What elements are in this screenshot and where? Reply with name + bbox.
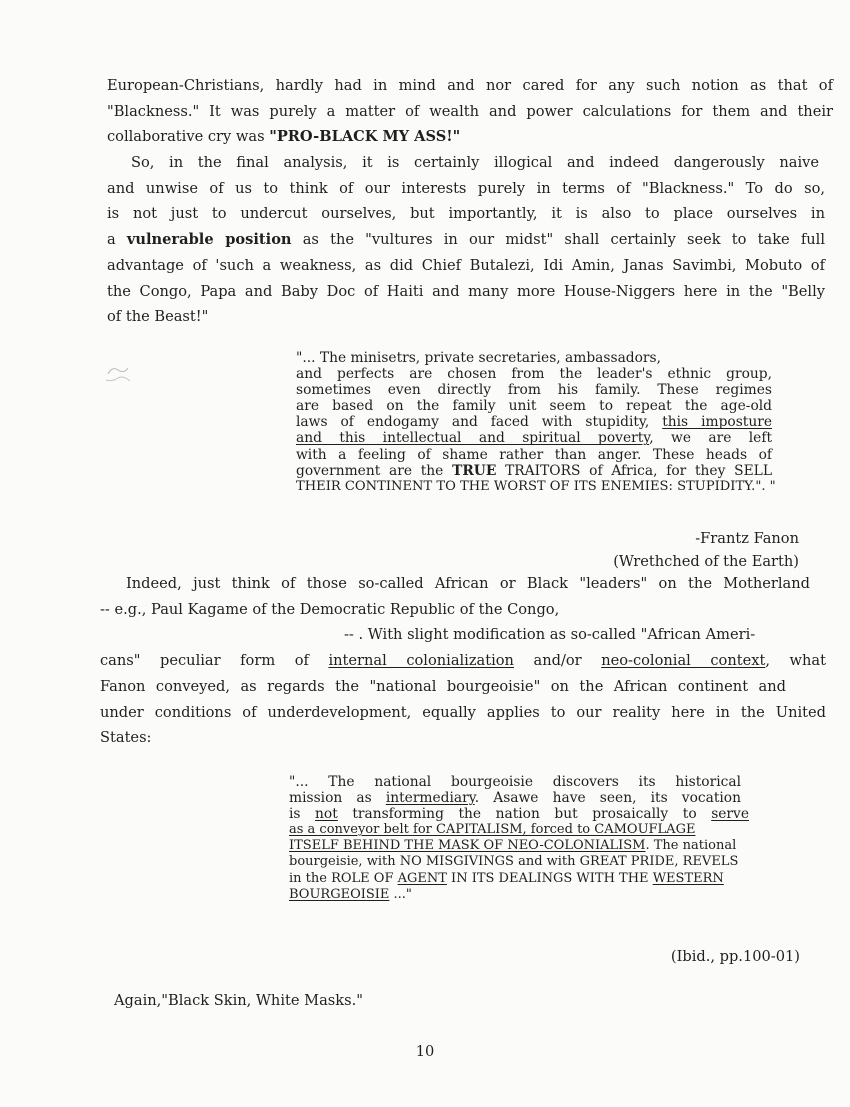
- quote-line: as a conveyor belt for CAPITALISM, forced to CAMOUFLAGE: [289, 822, 696, 838]
- text-segment: laws of endogamy and faced with stupidity,: [296, 414, 663, 431]
- quote-line: [289, 887, 751, 903]
- paragraph-3: [100, 571, 826, 751]
- paragraph-1: [107, 73, 833, 150]
- text-line: So, in the final analysis, it is certainly illogical and indeed dangerously naive: [131, 154, 819, 171]
- text-segment: ...": [389, 886, 412, 902]
- paper-speck: [102, 360, 136, 388]
- page-number: 10: [415, 1043, 435, 1060]
- bold-word: TRUE: [452, 462, 497, 479]
- text-line: States:: [100, 729, 152, 747]
- quote-line: "... The minisetrs, private secretaries, ambassadors,: [296, 350, 661, 366]
- quote-line: are based on the family unit seem to repeat the age-old: [296, 398, 772, 415]
- text-segment: IN ITS DEALINGS WITH THE: [446, 870, 653, 886]
- quote-line: THEIR CONTINENT TO THE WORST OF ITS ENEMIES: STUPIDITY.". ": [296, 478, 776, 494]
- text-segment: transforming the nation but prosaically to: [337, 806, 712, 823]
- emphasis-text: "PRO-BLACK MY ASS!": [269, 128, 461, 146]
- underlined-word: WESTERN: [652, 870, 724, 886]
- quote-line: [289, 871, 751, 887]
- quote-source: (Wrethched of the Earth): [613, 553, 799, 570]
- text-segment: TRAITORS of Africa, for they SELL: [496, 462, 772, 479]
- quote-line: "... The national bourgeoisie discovers its historical: [289, 774, 741, 790]
- quote-line: with a feeling of shame rather than anger. These heads of: [296, 446, 772, 463]
- text-line: of the Beast!": [107, 308, 209, 326]
- text-segment: government are the: [296, 462, 453, 479]
- citation: (Ibid., pp.100-01): [670, 948, 800, 965]
- text-segment: cans" peculiar form of: [100, 652, 329, 670]
- quote-line: [289, 806, 749, 822]
- fanon-quote: [296, 350, 776, 495]
- closing-line: Again,"Black Skin, White Masks.": [114, 992, 363, 1009]
- underlined-word: serve: [711, 806, 749, 823]
- quote-line: [296, 414, 772, 430]
- underlined-phrase: ITSELF BEHIND THE MASK OF NEO-COLONIALISM: [289, 838, 646, 854]
- text-segment: , what: [765, 652, 826, 670]
- text-segment: . The national: [645, 838, 737, 854]
- quote-line: [296, 430, 772, 446]
- underlined-phrase: and this intellectual and spiritual poverty: [296, 430, 650, 447]
- bold-phrase: vulnerable position: [126, 231, 292, 249]
- text-segment: a: [107, 231, 127, 249]
- quote-attribution: -Frantz Fanon: [695, 530, 799, 547]
- text-segment: , we are left: [649, 430, 772, 447]
- underlined-word: AGENT: [397, 870, 447, 886]
- text-line: -- e.g., Paul Kagame of the Democratic Republic of the Congo,: [100, 600, 560, 618]
- text-segment: as the "vultures in our midst" shall certainly seek to take full: [291, 231, 825, 249]
- text-line: [100, 648, 826, 674]
- text-segment: in the ROLE OF: [289, 870, 398, 886]
- quote-line: and perfects are chosen from the leader's ethnic group,: [296, 366, 772, 383]
- text-line: advantage of 'such a weakness, as did Chief Butalezi, Idi Amin, Janas Savimbi, Mobuto of: [107, 256, 825, 274]
- text-segment: . Asawe have seen, its vocation: [474, 790, 741, 807]
- text-line: the Congo, Papa and Baby Doc of Haiti and many more House-Niggers here in the "Belly: [107, 282, 825, 300]
- paragraph-2: [107, 150, 825, 330]
- text-segment: is: [289, 806, 316, 823]
- text-line: is not just to undercut ourselves, but importantly, it is also to place ourselves in: [107, 205, 825, 223]
- text-segment: mission as: [289, 790, 386, 807]
- text-line: [107, 124, 833, 150]
- underlined-phrase: neo-colonial context: [601, 652, 766, 670]
- underlined-phrase: internal colonialization: [328, 652, 514, 670]
- quote-line: bourgeisie, with NO MISGIVINGS and with GREAT PRIDE, REVELS: [289, 854, 739, 870]
- text-line: under conditions of underdevelopment, equally applies to our reality here in the United: [100, 703, 826, 721]
- text-line: and unwise of us to think of our interests purely in terms of "Blackness." To do so,: [107, 179, 825, 197]
- text-line: "Blackness." It was purely a matter of wealth and power calculations for them and their: [107, 102, 833, 120]
- underlined-word: not: [315, 806, 338, 823]
- underlined-word: intermediary: [385, 790, 475, 807]
- quote-line: sometimes even directly from his family. These regimes: [296, 382, 772, 399]
- text-segment: and/or: [513, 652, 602, 670]
- text-line: European-Christians, hardly had in mind and nor cared for any such notion as that of: [107, 77, 833, 94]
- quote-line: [289, 838, 751, 854]
- text-line: Fanon conveyed, as regards the "national bourgeoisie" on the African continent and: [100, 677, 786, 695]
- bourgeoisie-quote: [289, 774, 751, 903]
- attribution-block: [500, 527, 799, 573]
- underlined-word: BOURGEOISIE: [289, 886, 390, 902]
- text-line: [107, 227, 825, 253]
- quote-line: [289, 790, 741, 806]
- text-line: Indeed, just think of those so-called African or Black "leaders" on the Motherland: [126, 575, 810, 592]
- underlined-phrase: this imposture: [662, 414, 772, 431]
- text-segment: collaborative cry was: [107, 128, 270, 146]
- quote-line: [296, 463, 772, 479]
- text-line: -- . With slight modification as so-called "African Ameri-: [344, 626, 756, 644]
